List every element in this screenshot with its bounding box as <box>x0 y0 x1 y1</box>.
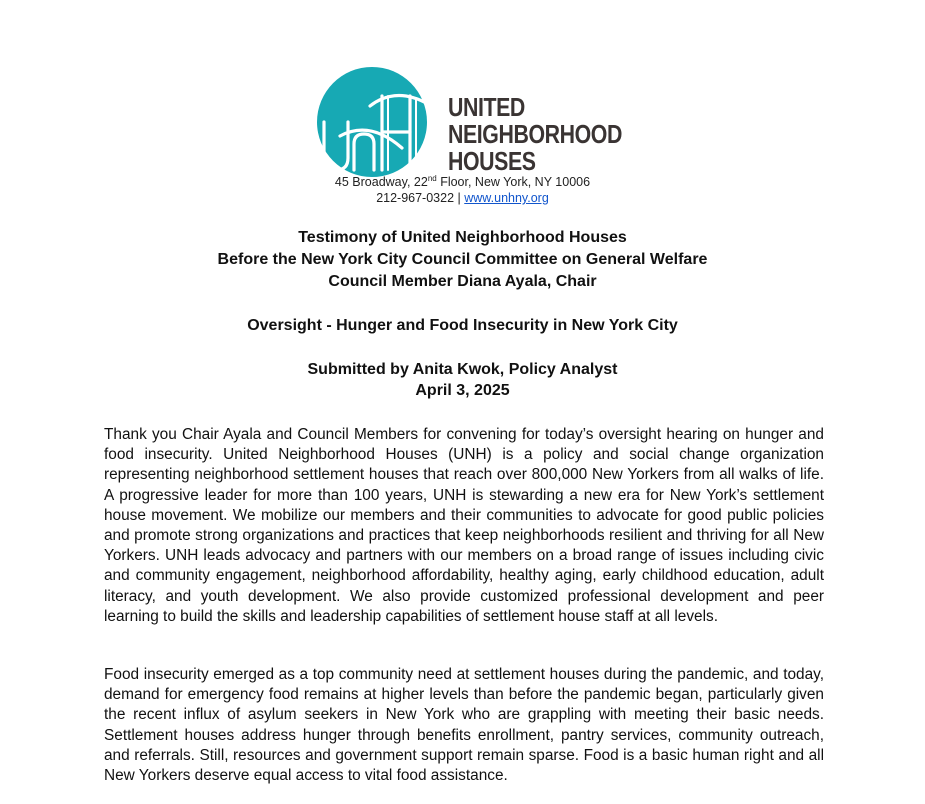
logo-line-3: HOUSES <box>448 146 536 176</box>
body-paragraph-2: Food insecurity emerged as a top community need at settlement houses during the pandemic, and today, demand for emergency food remains at higher levels than before the pandemic began, particularly given the recent influx of asylum seekers in New York who are grappling with meeting their basic needs. Settlement houses address hunger through benefits enrollment, pantry services, community outreach, and referrals. Still, resources and government support remain sparse. Food is a basic human right and all New Yorkers deserve equal access to vital food assistance. <box>104 666 824 785</box>
organization-name <box>448 94 622 175</box>
organization-logo <box>310 66 630 178</box>
testimony-title: Testimony of United Neighborhood Houses <box>298 229 627 246</box>
committee-line: Before the New York City Council Committee on General Welfare <box>217 251 708 268</box>
address-floor-suffix: nd <box>427 173 437 183</box>
phone-number: 212-967-0322 <box>376 191 455 205</box>
submitted-by: Submitted by Anita Kwok, Policy Analyst <box>307 361 618 378</box>
contact-line <box>0 190 925 206</box>
submission-date: April 3, 2025 <box>415 382 510 399</box>
body-paragraph-1: Thank you Chair Ayala and Council Members for convening for today’s oversight hearing on hunger and food insecurity. United Neighborhood Houses (UNH) is a policy and social change organization representing neighborhood settlement houses that reach over 800,000 New Yorkers from all walks of life. A progressive leader for more than 100 years, UNH is stewarding a new era for New York’s settlement house movement. We mobilize our members and their communities to advocate for good public policies and promote strong organizations and practices that keep neighborhoods resilient and thriving for all New Yorkers. UNH leads advocacy and partners with our members on a broad range of issues including civic and community engagement, neighborhood affordability, healthy aging, early childhood education, adult literacy, and youth development. We also provide customized professional development and peer learning to build the skills and leadership capabilities of settlement house staff at all levels. <box>104 426 824 625</box>
hearing-topic: Oversight - Hunger and Food Insecurity in New York City <box>247 317 678 334</box>
website-link[interactable]: www.unhny.org <box>464 191 549 205</box>
office-address <box>0 174 925 190</box>
logo-line-2: NEIGHBORHOOD <box>448 119 622 149</box>
chair-line: Council Member Diana Ayala, Chair <box>328 273 597 290</box>
address-rest: Floor, New York, NY 10006 <box>436 175 591 189</box>
address-street: 45 Broadway, 22 <box>334 175 428 189</box>
logo-line-1: UNITED <box>448 92 525 122</box>
unh-logo-icon <box>310 66 436 178</box>
contact-separator: | <box>454 191 465 205</box>
